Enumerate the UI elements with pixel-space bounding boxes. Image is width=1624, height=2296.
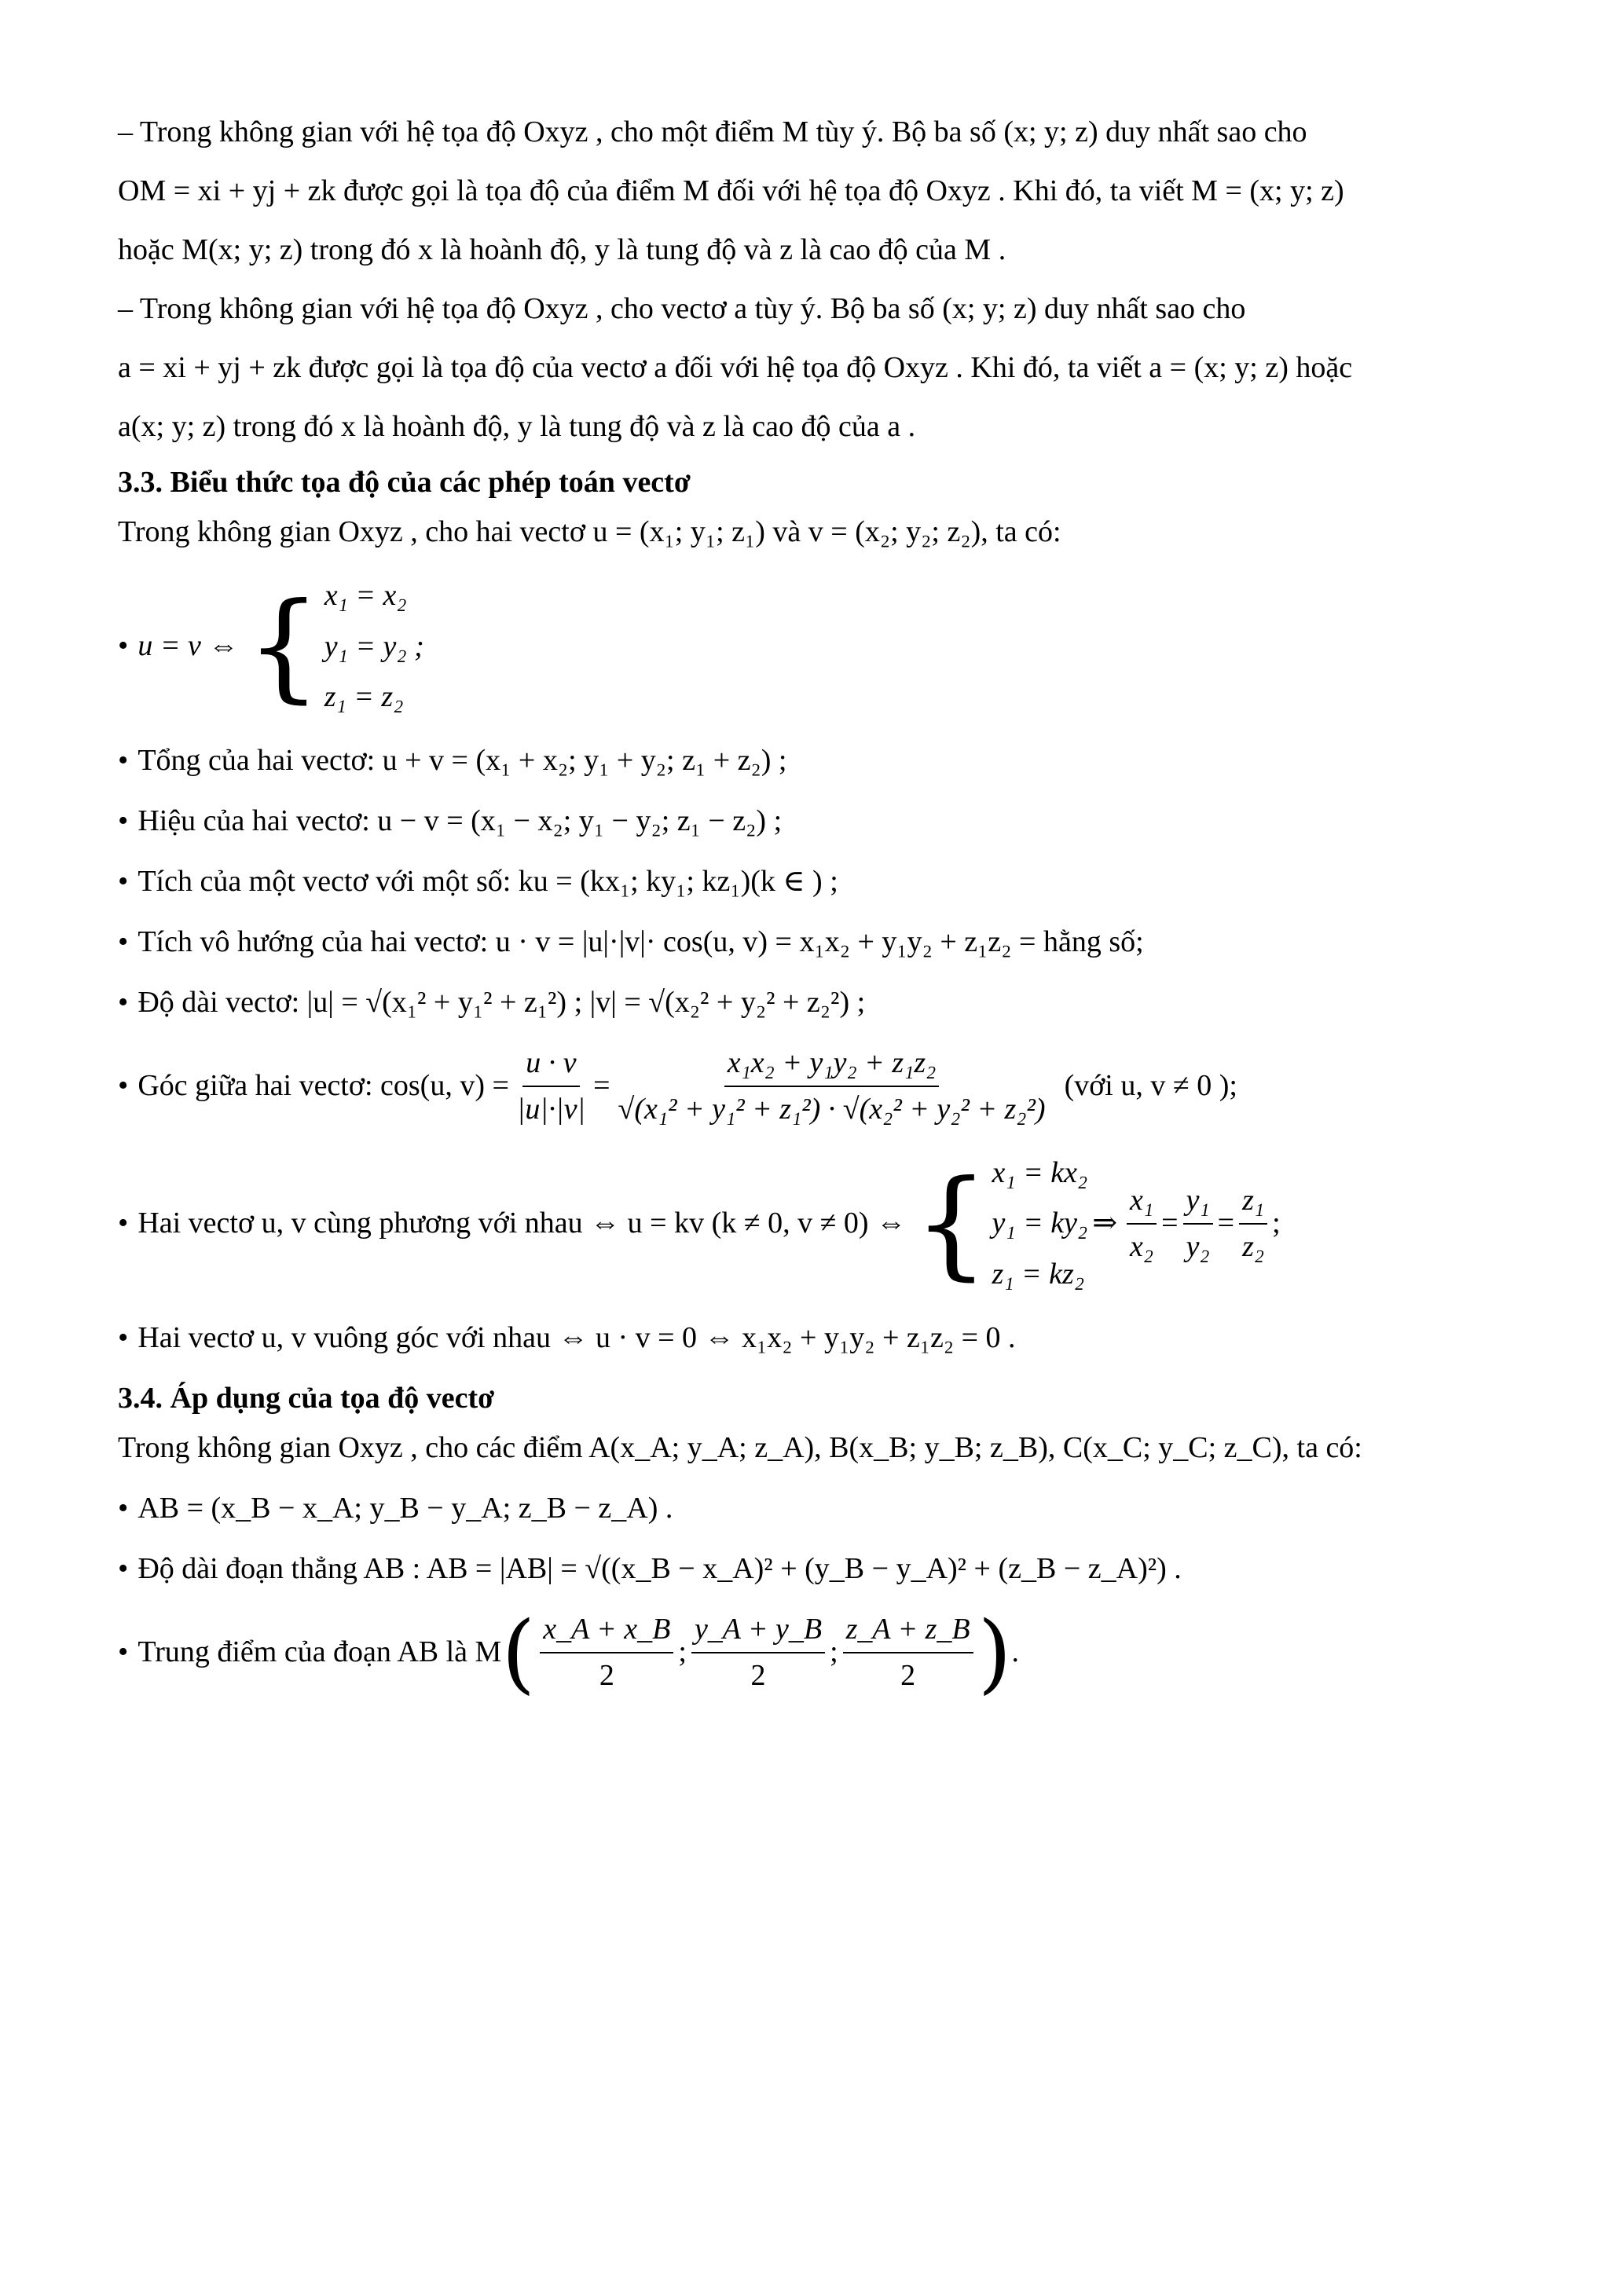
semicolon: ; [830,1635,838,1669]
midpoint-y [691,1607,825,1698]
equals-sign: = [1161,1207,1179,1240]
fraction-denominator: y₂ [1186,1229,1210,1263]
right-paren: ) [977,1602,1012,1703]
dot-product-text: Tích vô hướng của hai vectơ: u · v = |u|·|v|· cos(u, v) = x₁x₂ + y₁y₂ + z₁z₂ = hằng số; [137,925,1144,958]
bullet: • [118,1320,129,1354]
ratio-z [1239,1178,1267,1269]
vector-coord-line-3: a(x; y; z) trong đó x là hoành độ, y là tung độ và z là cao độ của a . [118,410,916,443]
equality-system [246,570,423,723]
collinear-system [914,1148,1087,1300]
distance-text: Độ dài đoạn thẳng AB : AB = |AB| = √((x_B − x_A)² + (y_B − y_A)² + (z_B − z_A)²) . [137,1551,1182,1585]
difference-text: Hiệu của hai vectơ: u − v = (x₁ − x₂; y₁ − y₂; z₁ − z₂) ; [137,804,783,837]
distance-item [118,1547,1528,1591]
bullet: • [118,1491,129,1525]
fraction-numerator: u · v [522,1041,579,1087]
difference-item [118,799,1528,844]
vector-coord-line-2: a = xi + yj + zk được gọi là tọa độ của vectơ a đối với hệ tọa độ Oxyz . Khi đó, ta viết a = (x; y; z) hoặc [118,351,1353,384]
collinear-item [118,1148,1528,1300]
equals-sign: = [593,1069,610,1103]
equality-left: u = v ⇔ [137,629,239,663]
bullet: • [118,1551,129,1585]
midpoint-x [540,1607,673,1698]
vector-ab-text: AB = (x_B − x_A; y_B − y_A; z_B − z_A) . [137,1491,673,1525]
fraction-denominator: z₂ [1242,1229,1265,1263]
perpendicular-item [118,1316,1528,1360]
system-line: y₁ = ky₂ [992,1207,1088,1240]
fraction-numerator: z₁ [1239,1178,1267,1225]
fraction-numerator: y_A + y_B [691,1607,825,1653]
system-line: x₁ = kx₂ [992,1155,1088,1189]
bullet: • [118,629,129,663]
angle-fraction-1 [514,1041,588,1132]
bullet: • [118,864,129,898]
equality-item [118,570,1528,723]
point-coord-line-1: – Trong không gian với hệ tọa độ Oxyz , cho một điểm M tùy ý. Bộ ba số (x; y; z) duy nhất sao cho [118,115,1307,148]
fraction-numerator: x₁ [1127,1178,1157,1225]
fraction-denominator: x₂ [1130,1229,1154,1263]
fraction-denominator: 2 [750,1658,766,1692]
point-coord-line-2: OM = xi + yj + zk được gọi là tọa độ của điểm M đối với hệ tọa độ Oxyz . Khi đó, ta viết M = (x; y; z) [118,174,1344,207]
period: . [1011,1635,1020,1669]
fraction-numerator: z_A + z_B [843,1607,973,1653]
fraction-denominator: √(x₁² + y₁² + z₁²) · √(x₂² + y₂² + z₂²) [618,1092,1046,1126]
angle-item [118,1041,1528,1132]
ratio-y [1183,1178,1213,1269]
length-item [118,980,1528,1025]
bullet: • [118,743,129,777]
fraction-numerator: x_A + x_B [540,1607,673,1653]
fraction-denominator: 2 [599,1658,614,1692]
ratio-x [1127,1178,1157,1269]
fraction-denominator: |u|·|v| [516,1092,586,1126]
bullet: • [118,1635,129,1669]
left-brace: { [914,1155,989,1292]
midpoint-item [118,1602,1528,1703]
point-coord-line-3: hoặc M(x; y; z) trong đó x là hoành độ, y là tung độ và z là cao độ của M . [118,233,1006,266]
left-paren: ( [501,1602,536,1703]
fraction-numerator: x₁x₂ + y₁y₂ + z₁z₂ [724,1041,940,1087]
fraction-numerator: y₁ [1183,1178,1213,1225]
collinear-text: Hai vectơ u, v cùng phương với nhau ⇔ u = kv (k ≠ 0, v ≠ 0) ⇔ [137,1207,907,1240]
scalar-item [118,859,1528,904]
system-line: x₁ = x₂ [324,579,407,612]
sum-text: Tổng của hai vectơ: u + v = (x₁ + x₂; y₁ + y₂; z₁ + z₂) ; [137,743,787,777]
perpendicular-text: Hai vectơ u, v vuông góc với nhau ⇔ u · v = 0 ⇔ x₁x₂ + y₁y₂ + z₁z₂ = 0 . [137,1320,1016,1354]
midpoint-z [843,1607,973,1698]
bullet: • [118,1069,129,1103]
section-3-4-intro: Trong không gian Oxyz , cho các điểm A(x_A; y_A; z_A), B(x_B; y_B; z_B), C(x_C; y_C; z_C), ta có: [118,1430,1362,1464]
bullet: • [118,804,129,837]
angle-condition: (với u, v ≠ 0 ); [1064,1069,1237,1103]
section-heading-3-3: 3.3. Biểu thức tọa độ của các phép toán vectơ [118,466,691,499]
length-text: Độ dài vectơ: |u| = √(x₁² + y₁² + z₁²) ; |v| = √(x₂² + y₂² + z₂²) ; [137,985,866,1019]
sum-item [118,738,1528,783]
midpoint-label: Trung điểm của đoạn AB là M [137,1635,502,1669]
semicolon: ; [678,1635,687,1669]
angle-label: Góc giữa hai vectơ: cos(u, v) = [137,1069,509,1103]
bullet: • [118,925,129,958]
section-3-3-intro: Trong không gian Oxyz , cho hai vectơ u = (x₁; y₁; z₁) và v = (x₂; y₂; z₂), ta có: [118,515,1061,548]
fraction-denominator: 2 [900,1658,916,1692]
system-line: y₁ = y₂ ; [324,629,424,663]
vector-coord-line-1: – Trong không gian với hệ tọa độ Oxyz , cho vectơ a tùy ý. Bộ ba số (x; y; z) duy nhất sao cho [118,292,1246,325]
bullet: • [118,985,129,1019]
scalar-text: Tích của một vectơ với một số: ku = (kx₁; ky₁; kz₁)(k ∈ ) ; [137,864,838,898]
bullet: • [118,1207,129,1240]
section-heading-3-4: 3.4. Áp dụng của tọa độ vectơ [118,1381,495,1415]
left-brace: { [246,577,321,715]
system-line: z₁ = z₂ [324,680,404,714]
equals-sign: = [1217,1207,1235,1240]
angle-fraction-2 [615,1041,1049,1132]
system-line: z₁ = kz₂ [992,1257,1085,1291]
document-page [118,110,1528,1714]
dot-product-item [118,920,1528,965]
vector-ab-item [118,1486,1528,1531]
semicolon: ; [1272,1207,1281,1240]
implies-arrow: ⇒ [1092,1207,1118,1240]
